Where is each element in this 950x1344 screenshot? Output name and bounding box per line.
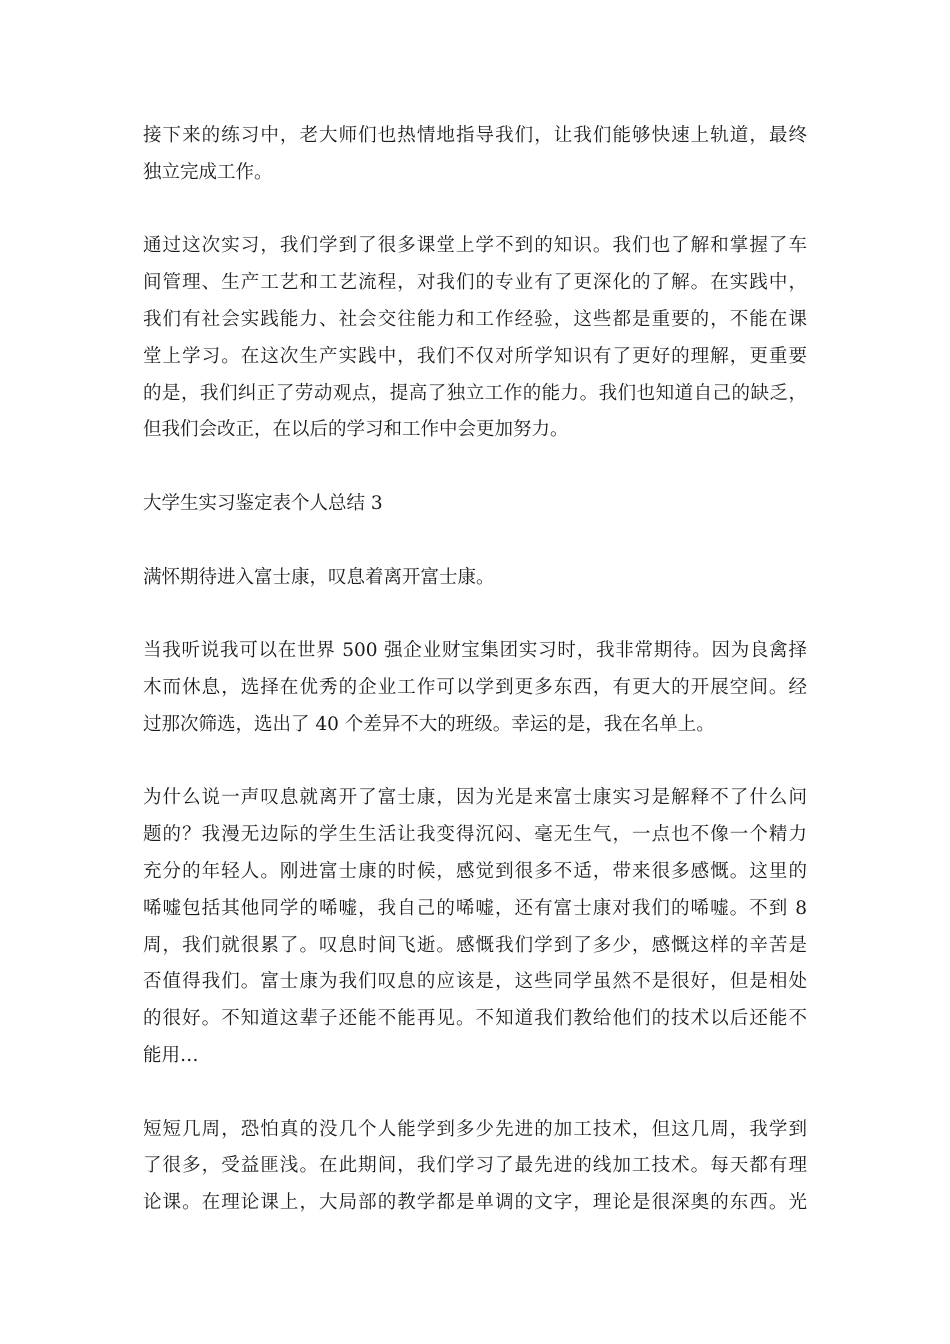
text-line: 周，我们就很累了。叹息时间飞逝。感慨我们学到了多少，感慨这样的辛苦是 (143, 934, 807, 956)
text-line: 唏嘘包括其他同学的唏嘘，我自己的唏嘘，还有富士康对我们的唏嘘。不到 8 (143, 897, 807, 919)
text-line: 的是，我们纠正了劳动观点，提高了独立工作的能力。我们也知道自己的缺乏， (143, 382, 807, 404)
text-line: 否值得我们。富士康为我们叹息的应该是，这些同学虽然不是很好，但是相处 (143, 971, 807, 993)
text-line: 了很多，受益匪浅。在此期间，我们学习了最先进的线加工技术。每天都有理 (143, 1155, 807, 1177)
text-line: 当我听说我可以在世界 500 强企业财宝集团实习时，我非常期待。因为良禽择 (143, 640, 807, 662)
text-line: 过那次筛选，选出了 40 个差异不大的班级。幸运的是，我在名单上。 (143, 713, 715, 735)
text-line: 短短几周，恐怕真的没几个人能学到多少先进的加工技术，但这几周，我学到 (143, 1118, 807, 1140)
text-line: 满怀期待进入富士康，叹息着离开富士康。 (143, 566, 495, 588)
text-line: 堂上学习。在这次生产实践中，我们不仅对所学知识有了更好的理解，更重要 (143, 345, 807, 367)
text-line: 为什么说一声叹息就离开了富士康，因为光是来富士康实习是解释不了什么问 (143, 787, 807, 809)
text-line: 充分的年轻人。刚进富士康的时候，感觉到很多不适，带来很多感慨。这里的 (143, 860, 807, 882)
section-heading (143, 486, 807, 523)
text-line: 论课。在理论课上，大局部的教学都是单调的文字，理论是很深奥的东西。光 (143, 1192, 807, 1214)
paragraph-2 (143, 228, 807, 449)
text-line: 大学生实习鉴定表个人总结 3 (143, 492, 383, 514)
text-line: 但我们会改正，在以后的学习和工作中会更加努力。 (143, 419, 569, 441)
text-line: 题的？我漫无边际的学生生活让我变得沉闷、毫无生气，一点也不像一个精力 (143, 824, 807, 846)
text-line: 接下来的练习中，老大师们也热情地指导我们，让我们能够快速上轨道，最终 (143, 125, 807, 146)
text-line: 能用… (143, 1044, 199, 1066)
text-line: 木而休息，选择在优秀的企业工作可以学到更多东西，有更大的开展空间。经 (143, 676, 807, 698)
paragraph-1 (143, 118, 807, 192)
document-body (143, 118, 807, 1259)
text-line: 我们有社会实践能力、社会交往能力和工作经验，这些都是重要的，不能在课 (143, 308, 807, 330)
text-line: 的很好。不知道这辈子还能不能再见。不知道我们教给他们的技术以后还能不 (143, 1008, 807, 1030)
paragraph-3 (143, 560, 807, 597)
text-line: 通过这次实习，我们学到了很多课堂上学不到的知识。我们也了解和掌握了车 (143, 235, 807, 257)
paragraph-6 (143, 1112, 807, 1222)
text-line: 间管理、生产工艺和工艺流程，对我们的专业有了更深化的了解。在实践中， (143, 272, 807, 294)
paragraph-4 (143, 633, 807, 743)
text-line: 独立完成工作。 (143, 161, 273, 183)
paragraph-5 (143, 780, 807, 1074)
